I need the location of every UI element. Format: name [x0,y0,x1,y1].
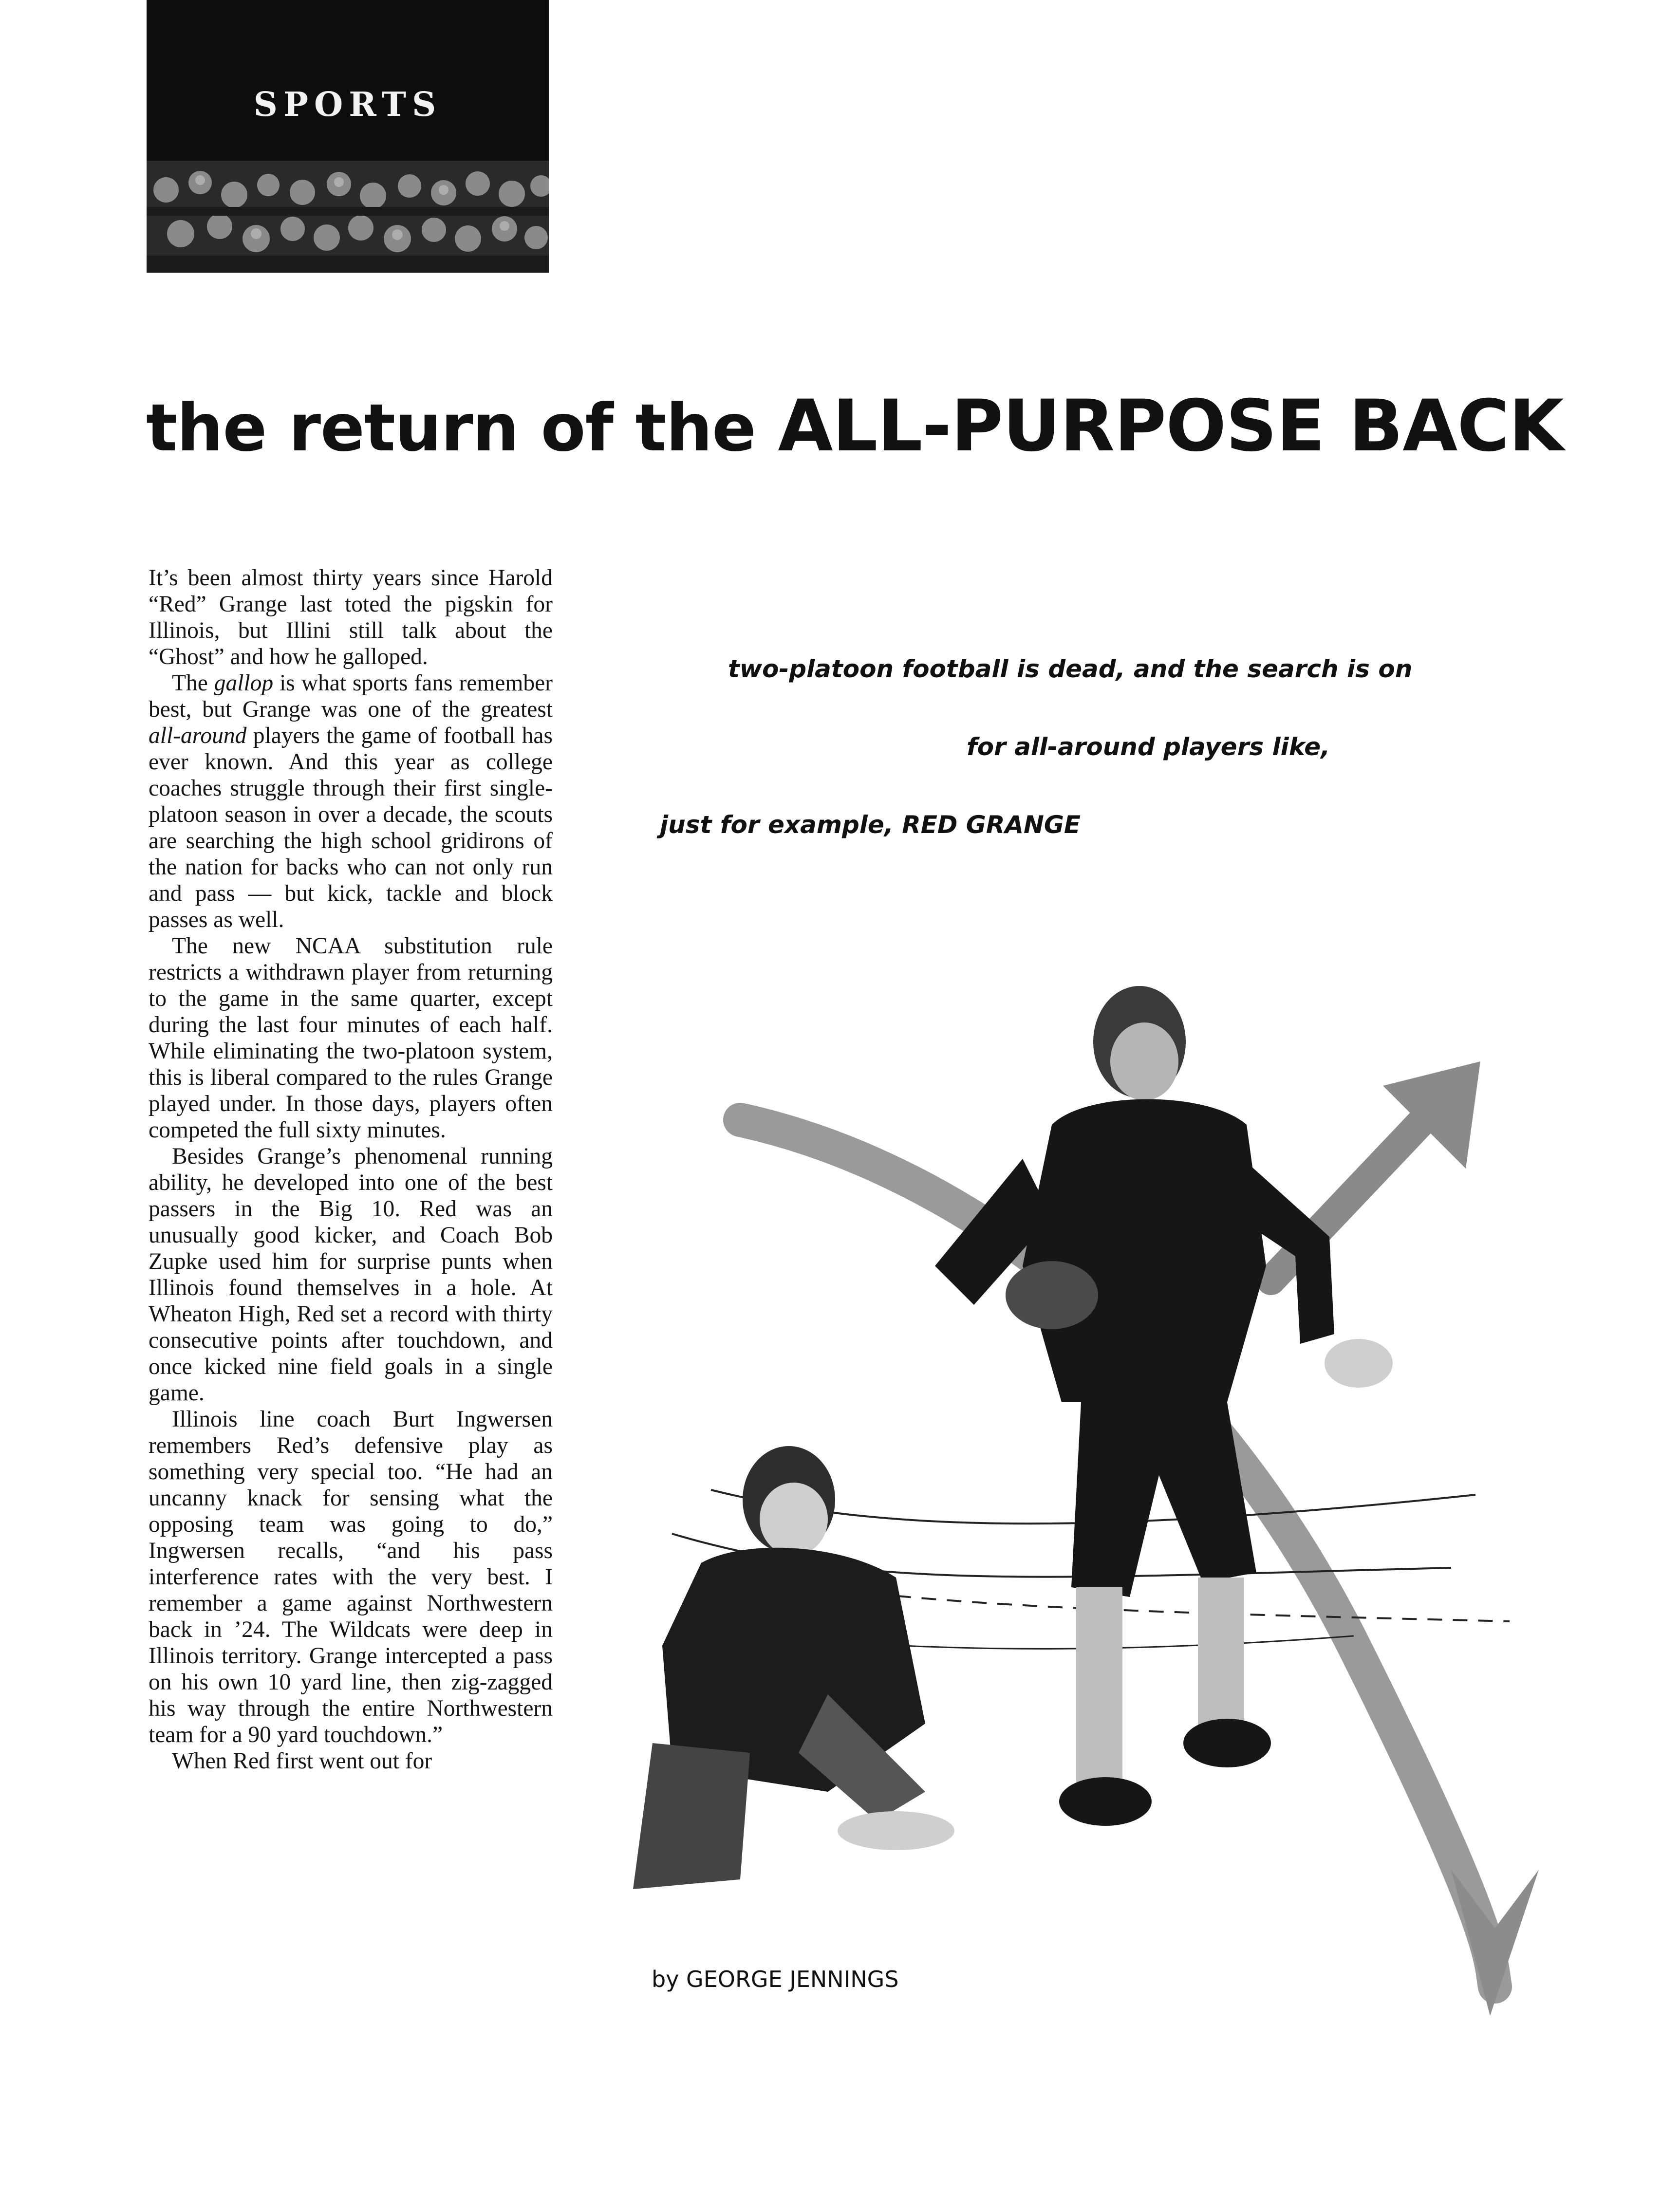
article-paragraph [149,670,553,933]
article-column [149,565,553,1774]
headline [146,385,1564,467]
byline: by GEORGE JENNINGS [652,1966,899,1992]
article-text: is what sports fans remember best, but Grange was one of the greatest [149,670,553,722]
crouching-player [633,1446,954,1889]
running-player [935,986,1393,1826]
article-paragraph: It’s been almost thirty years since Harold “Red” Grange last toted the pigskin for Illinois, but Illini still talk about the “Ghost” and how he galloped. [149,565,553,669]
crowd-photo [147,161,549,273]
article-paragraph: The new NCAA substitution rule restricts a withdrawn player from returning to the game in the same quarter, except during the last four minutes of each half. While eliminating the two-platoon system, this is liberal compared to the rules Grange played under. In those days, players often competed the full sixty minutes. [149,933,553,1143]
arrowhead-down-icon [1451,1870,1539,2016]
headline-part2: ALL-PURPOSE BACK [778,385,1564,467]
section-label: SPORTS [253,85,442,124]
article-emphasis: all-around [149,723,247,748]
article-paragraph: Besides Grange’s phenomenal running ability, he developed into one of the best passers in the Big 10. Red was an unusually good kicker, and Coach Bob Zupke used him for surprise punts when Illinois found themselves in a hole. At Wheaton High, Red set a record with thirty consecutive points after touchdown, and once kicked nine field goals in a single game. [149,1144,553,1406]
headline-part1: the return of the [146,390,778,466]
football-illustration [623,964,1549,2045]
article-text: players the game of football has ever known. And this year as college coaches struggle through their first single-platoon season in over a decade, the scouts are searching the high school gridirons of the nation for backs who can not only run and pass — but kick, tackle and block passes as well. [149,723,553,932]
article-paragraph: Illinois line coach Burt Ingwersen remembers Red’s defensive play as something very special too. “He had an uncanny knack for sensing what the opposing team was going to do,” Ingwersen recalls, “and his pass interference rates with the very best. I remember a game against Northwestern back in ’24. The Wildcats were deep in Illinois territory. Grange intercepted a pass on his own 10 yard line, then zig-zagged his way through the entire Northwestern team for a 90 yard touchdown.” [149,1407,553,1747]
deck-line-3: just for example, RED GRANGE [660,811,1081,839]
article-text: The [172,670,214,696]
article-emphasis: gallop [214,670,274,696]
deck-line-1: two-platoon football is dead, and the search is on [728,655,1413,683]
section-header [147,0,549,273]
deck-line-2: for all-around players like, [967,733,1330,761]
article-paragraph: When Red first went out for [172,1748,432,1774]
